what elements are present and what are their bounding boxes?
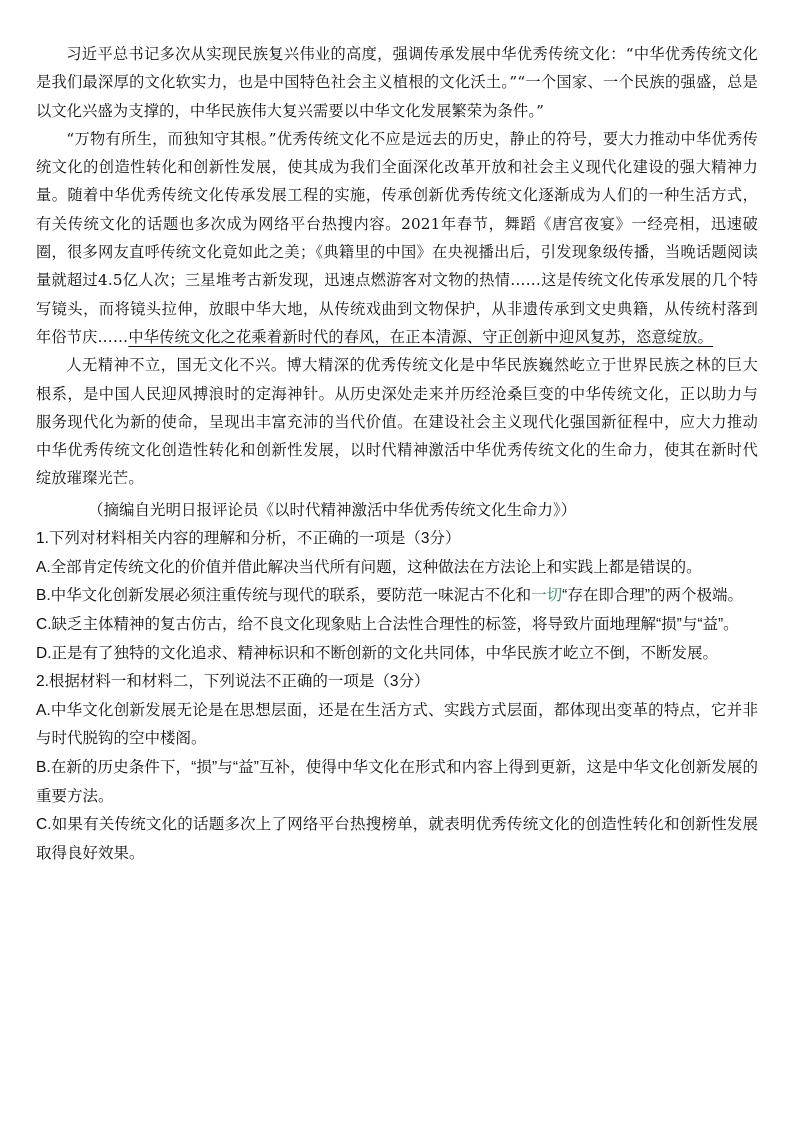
question-2-stem: 2.根据材料一和材料二，下列说法不正确的一项是（3分） <box>36 673 430 691</box>
question-2-option-c: C.如果有关传统文化的话题多次上了网络平台热搜榜单，就表明优秀传统文化的创造性转化和创新性发展取得良好效果。 <box>36 816 758 862</box>
question-1-option-b <box>36 582 758 611</box>
question-1-option-b-after: “存在即合理”的两个极端。 <box>562 587 743 605</box>
passage-paragraph-1: 习近平总书记多次从实现民族复兴伟业的高度，强调传承发展中华优秀传统文化：“中华优秀传统文化是我们最深厚的文化软实力，也是中国特色社会主义植根的文化沃土。”“一个国家、一个民族的强盛，总是以文化兴盛为支撑的，中华民族伟大复兴需要以中华文化发展繁荣为条件。” <box>36 45 758 120</box>
passage-paragraph-3: 人无精神不立，国无文化不兴。博大精深的优秀传统文化是中华民族巍然屹立于世界民族之林的巨大根系，是中国人民迎风搏浪时的定海神针。从历史深处走来并历经沧桑巨变的中华传统文化，正以助力与服务现代化为新的使命，呈现出丰富充沛的当代价值。在建设社会主义现代化强国新征程中，应大力推动中华优秀传统文化创造性转化和创新性发展，以时代精神激活中华优秀传统文化的生命力，使其在新时代绽放璀璨光芒。 <box>36 356 758 488</box>
question-1-stem: 1.下列对材料相关内容的理解和分析，不正确的一项是（3分） <box>36 530 461 548</box>
question-1-option-b-highlight: 一切 <box>531 587 563 605</box>
question-2-option-a: A.中华文化创新发展无论是在思想层面，还是在生活方式、实践方式层面，都体现出变革的特点，它并非与时代脱钩的空中楼阁。 <box>36 701 758 748</box>
document-page <box>36 40 758 868</box>
passage-paragraph-2 <box>36 125 758 351</box>
question-1-option-a: A.全部肯定传统文化的价值并借此解决当代所有问题，这种做法在方法论上和实践上都是错误的。 <box>36 558 702 576</box>
passage-paragraph-2-main: “万物有所生，而独知守其根。”优秀传统文化不应是远去的历史，静止的符号，要大力推动中华优秀传统文化的创造性转化和创新性发展，使其成为我们全面深化改革开放和社会主义现代化建设的强大精神力量。随着中华优秀传统文化传承发展工程的实施，传承创新优秀传统文化逐渐成为人们的一种生活方式，有关传统文化的话题也多次成为网络平台热搜内容。2021年春节，舞蹈《唐宫夜宴》一经亮相，迅速破圈，很多网友直呼传统文化竟如此之美；《典籍里的中国》在央视播出后，引发现象级传播，当晚话题阅读量就超过4.5亿人次；三星堆考古新发现，迅速点燃游客对文物的热情……这是传统文化传承发展的几个特写镜头，而将镜头拉伸，放眼中华大地，从传统戏曲到文物保护，从非遗传承到文史典籍，从传统村落到年俗节庆…… <box>36 129 758 346</box>
question-1-option-c: C.缺乏主体精神的复古仿古，给不良文化现象贴上合法性合理性的标签，将导致片面地理解“损”与“益”。 <box>36 616 739 634</box>
passage-underlined-sentence: 中华传统文化之花乘着新时代的春风，在正本清源、守正创新中迎风复苏，恣意绽放。 <box>128 327 714 346</box>
question-1-option-b-before: B.中华文化创新发展必须注重传统与现代的联系，要防范一味泥古不化和 <box>36 587 532 605</box>
question-1-option-d: D.正是有了独特的文化追求、精神标识和不断创新的文化共同体，中华民族才屹立不倒，不断发展。 <box>36 644 719 662</box>
passage-source: （摘编自光明日报评论员《以时代精神激活中华优秀传统文化生命力》） <box>88 501 577 519</box>
question-2-option-b: B.在新的历史条件下，“损”与“益”互补，使得中华文化在形式和内容上得到更新，这是中华文化创新发展的重要方法。 <box>36 759 758 805</box>
